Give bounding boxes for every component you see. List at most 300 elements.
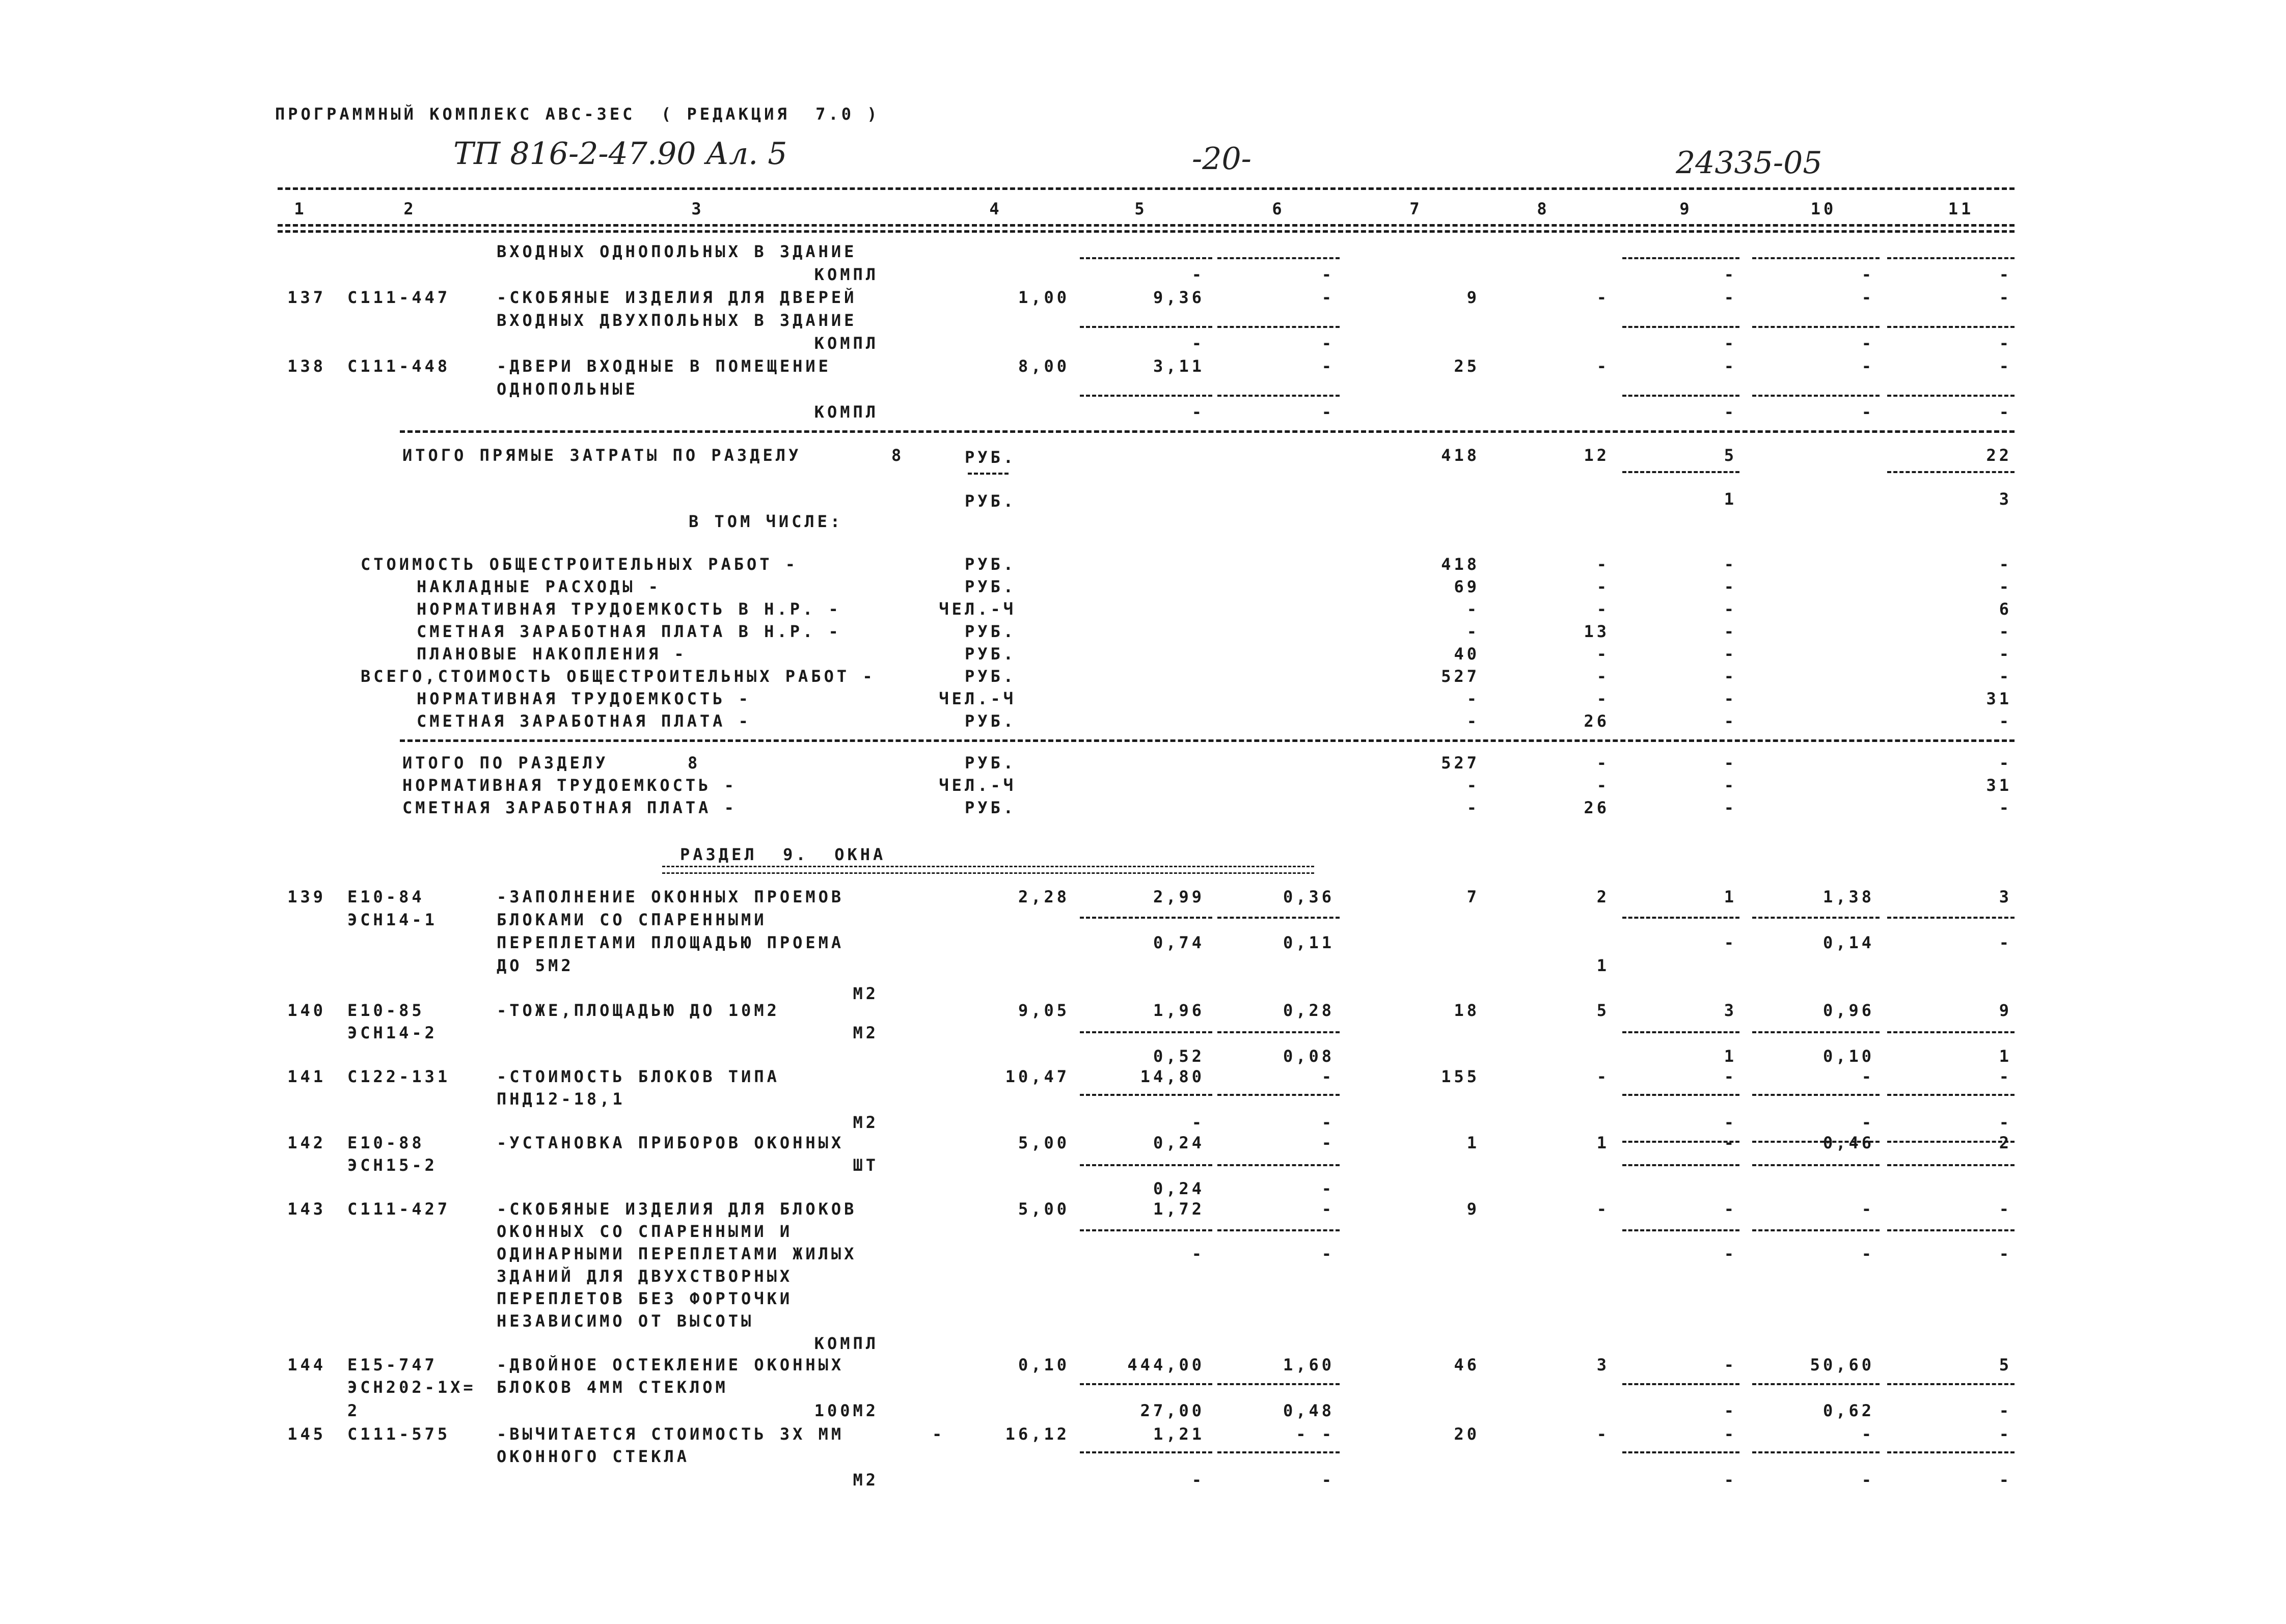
cell-c6: - [1321,1113,1335,1132]
cell-c10: - [1861,288,1874,307]
cell-c8: - [1596,1199,1610,1219]
item-unit: М2 [853,984,879,1003]
cell-c11: - [1999,334,2012,353]
subrow-rule [1217,395,1340,397]
cell-c8: 3 [1596,1355,1610,1374]
breakdown-c8: - [1596,689,1610,708]
item-code: ЭСН15-2 [347,1155,438,1175]
total-direct-c11: 22 [1986,446,2012,465]
total-direct-unit: РУБ. [964,448,1016,467]
breakdown-c11: - [1999,555,2012,574]
item-number: 143 [287,1199,326,1219]
breakdown-c7: 418 [1441,555,1480,574]
subrow-rule [1752,1451,1880,1453]
program-header: ПРОГРАММНЫЙ КОМПЛЕКС АВС-ЗЕС ( РЕДАКЦИЯ 7.0 ) [275,104,880,124]
breakdown-label: ВСЕГО,СТОИМОСТЬ ОБЩЕСТРОИТЕЛЬНЫХ РАБОТ - [361,667,876,686]
breakdown-unit: РУБ. [964,622,1016,641]
subrow-rule [1622,471,1739,473]
subrow-rule [1887,395,2015,397]
item-description: ВХОДНЫХ ОДНОПОЛЬНЫХ В ЗДАНИЕ [497,242,857,261]
total-direct-c8: 12 [1584,446,1610,465]
cell-c4: 2,28 [1018,887,1070,906]
item-description: -ЗАПОЛНЕНИЕ ОКОННЫХ ПРОЕМОВ [497,887,845,906]
cell-c5: - [1191,334,1205,353]
item-code: С111-447 [347,288,451,307]
subrow-rule [1752,1031,1880,1033]
cell-c5: 3,11 [1153,356,1205,376]
cell-c5: 1,72 [1153,1199,1205,1219]
cell-c10: 50,60 [1810,1355,1874,1374]
section-total-c11: - [1999,753,2012,773]
breakdown-c8: - [1596,599,1610,619]
item-description: ПЕРЕПЛЕТОВ БЕЗ ФОРТОЧКИ [497,1289,793,1308]
cell-c6: - [1321,402,1335,422]
breakdown-c11: - [1999,577,2012,596]
cell-c5: 0,74 [1153,933,1205,952]
section-total-label: НОРМАТИВНАЯ ТРУДОЕМКОСТЬ - [402,776,737,795]
subrow-rule [1887,257,2015,259]
breakdown-label: НАКЛАДНЫЕ РАСХОДЫ - [417,577,662,596]
cell-c7: 20 [1454,1424,1480,1444]
item-description: -ДВЕРИ ВХОДНЫЕ В ПОМЕЩЕНИЕ [497,356,831,376]
subrow-rule [1217,1383,1340,1385]
cell-c6: - [1321,1179,1335,1198]
item-number: 137 [287,288,326,307]
cell-c11: - [1999,933,2012,952]
cell-c5: 14,80 [1140,1067,1205,1086]
item-code: ЭСН14-2 [347,1023,438,1042]
cell-c9: - [1724,1244,1737,1263]
subrow-rule [1887,1141,2015,1143]
cell-c11: 2 [1999,1133,2012,1152]
cell-c5: - [1191,1244,1205,1263]
section-rule [400,430,2015,433]
cell-c11: - [1999,265,2012,284]
cell-c7: 1 [1466,1133,1480,1152]
cell-c6: - [1321,334,1335,353]
subrow-rule [1622,1031,1739,1033]
item-unit: ШТ [853,1155,879,1175]
cell-c9: - [1724,933,1737,952]
cell-c10: - [1861,1424,1874,1444]
minus-sign: - [932,1424,945,1444]
cell-c9: - [1724,334,1737,353]
item-unit: КОМПЛ [814,1334,879,1353]
cell-c5: 2,99 [1153,887,1205,906]
subrow-rule [1217,1451,1340,1453]
cell-c9: 3 [1724,1001,1737,1020]
subrow-rule [1752,1229,1880,1231]
subrow-rule [1622,257,1739,259]
breakdown-c7: 40 [1454,644,1480,664]
item-unit: М2 [853,1023,879,1042]
item-description: БЛОКАМИ СО СПАРЕННЫМИ [497,910,767,929]
breakdown-c11: 31 [1986,689,2012,708]
cell-c4: 16,12 [1005,1424,1070,1444]
item-description: -УСТАНОВКА ПРИБОРОВ ОКОННЫХ [497,1133,845,1152]
subrow-rule [1887,1031,2015,1033]
cell-c11: - [1999,1244,2012,1263]
subrow-rule [1217,1094,1340,1096]
section-total-label: ИТОГО ПО РАЗДЕЛУ [402,753,609,773]
cell-c6: 0,36 [1283,887,1335,906]
cell-c4: 8,00 [1018,356,1070,376]
section-total-c7: - [1466,776,1480,795]
cell-c6: - - [1296,1424,1335,1444]
cell-c6: - [1321,1470,1335,1490]
item-description: ОДНОПОЛЬНЫЕ [497,379,638,399]
cell-c6: 0,11 [1283,933,1335,952]
cell-c10: - [1861,356,1874,376]
cell-c6: - [1321,288,1335,307]
cell-c9: - [1724,265,1737,284]
breakdown-label: НОРМАТИВНАЯ ТРУДОЕМКОСТЬ В Н.Р. - [417,599,841,619]
cell-c8: 2 [1596,887,1610,906]
cell-c9: - [1724,356,1737,376]
cell-c11: - [1999,1424,2012,1444]
breakdown-label: СМЕТНАЯ ЗАРАБОТНАЯ ПЛАТА - [417,711,751,731]
subrow-rule [1622,1451,1739,1453]
item-description: ВХОДНЫХ ДВУХПОЛЬНЫХ В ЗДАНИЕ [497,311,857,330]
subrow-rule [1080,395,1212,397]
cell-c10: 0,46 [1822,1133,1874,1152]
subrow-rule [1752,1094,1880,1096]
item-description: БЛОКОВ 4ММ СТЕКЛОМ [497,1378,728,1397]
item-description: -ДВОЙНОЕ ОСТЕКЛЕНИЕ ОКОННЫХ [497,1355,845,1374]
item-code: Е10-85 [347,1001,425,1020]
subrow-rule [1080,257,1212,259]
subrow-rule [1217,326,1340,328]
subrow-rule [1217,1229,1340,1231]
cell-c4: 5,00 [1018,1133,1070,1152]
cell-c10: - [1861,1113,1874,1132]
project-number: 24335-05 [1676,145,1822,181]
cell-c6: - [1321,265,1335,284]
cell-c7: 9 [1466,288,1480,307]
breakdown-c9: - [1724,667,1737,686]
item-code: ЭСН14-1 [347,910,438,929]
column-number: 6 [1272,199,1285,218]
section-total-c9: - [1724,753,1737,773]
item-code: 2 [347,1401,361,1420]
subrow-rule [1080,1094,1212,1096]
subrow-rule [1752,257,1880,259]
total-direct-section: 8 [891,446,905,465]
including-label: В ТОМ ЧИСЛЕ: [689,512,843,531]
section-total-label: СМЕТНАЯ ЗАРАБОТНАЯ ПЛАТА - [402,798,737,817]
cell-c10: - [1861,1244,1874,1263]
item-number: 145 [287,1424,326,1444]
breakdown-unit: РУБ. [964,667,1016,686]
item-unit: М2 [853,1470,879,1490]
subrow-rule [1887,326,2015,328]
item-description: -ВЫЧИТАЕТСЯ СТОИМОСТЬ 3Х ММ [497,1424,845,1444]
section-total-c8: 26 [1584,798,1610,817]
item-code: С111-427 [347,1199,451,1219]
column-number: 3 [691,199,704,218]
column-number: 9 [1679,199,1693,218]
total-direct-c7: 418 [1441,446,1480,465]
cell-c11: - [1999,1067,2012,1086]
subrow-rule [1887,1094,2015,1096]
cell-c10: 0,10 [1822,1047,1874,1066]
cell-c6: 0,08 [1283,1047,1335,1066]
item-code: Е15-747 [347,1355,438,1374]
item-number: 142 [287,1133,326,1152]
cell-c11: - [1999,1113,2012,1132]
item-description: -СТОИМОСТЬ БЛОКОВ ТИПА [497,1067,780,1086]
breakdown-c8: 26 [1584,711,1610,731]
section-total-c11: - [1999,798,2012,817]
cell-c9: - [1724,1401,1737,1420]
breakdown-unit: ЧЕЛ.-Ч [939,599,1016,619]
header-rule-bottom2 [278,230,2015,233]
cell-c10: - [1861,334,1874,353]
breakdown-unit: РУБ. [964,555,1016,574]
total-direct-c9: 5 [1724,446,1737,465]
subrow-rule [1752,326,1880,328]
subrow-rule [1622,1164,1739,1166]
breakdown-c7: - [1466,711,1480,731]
cell-c5: 1,21 [1153,1424,1205,1444]
cell-c7: 18 [1454,1001,1480,1020]
breakdown-c9: - [1724,555,1737,574]
cell-c5: 0,52 [1153,1047,1205,1066]
cell-c6: - [1321,1133,1335,1152]
subrow-rule [1887,1451,2015,1453]
breakdown-c7: - [1466,599,1480,619]
cell-c6: - [1321,356,1335,376]
cell-c4: 1,00 [1018,288,1070,307]
cell-c5: - [1191,1113,1205,1132]
item-unit: М2 [853,1113,879,1132]
cell-c10: - [1861,1067,1874,1086]
section-total-c7: 527 [1441,753,1480,773]
cell-c4: 10,47 [1005,1067,1070,1086]
item-code: С111-448 [347,356,451,376]
subrow-rule [1887,471,2015,473]
subrow-rule [1080,1451,1212,1453]
subrow-rule [1080,1031,1212,1033]
section-total-unit: РУБ. [964,753,1016,773]
subrow-rule [1622,1383,1739,1385]
breakdown-c9: - [1724,711,1737,731]
cell-c6: - [1321,1067,1335,1086]
cell-c10: - [1861,402,1874,422]
cell-c11: - [1999,1401,2012,1420]
item-code: Е10-84 [347,887,425,906]
item-description: ПНД12-18,1 [497,1089,625,1109]
breakdown-unit: ЧЕЛ.-Ч [939,689,1016,708]
subrow-rule [1080,326,1212,328]
item-unit: 100М2 [814,1401,879,1420]
cell-c10: 1,38 [1822,887,1874,906]
subrow-rule [1080,1229,1212,1231]
item-description: ЗДАНИЙ ДЛЯ ДВУХСТВОРНЫХ [497,1267,793,1286]
section-total-c11: 31 [1986,776,2012,795]
section-total-c7: - [1466,798,1480,817]
item-code: С111-575 [347,1424,451,1444]
subrow-rule [1752,1141,1880,1143]
cell-c6: 1,60 [1283,1355,1335,1374]
cell-c7: 7 [1466,887,1480,906]
item-description: ДО 5М2 [497,956,574,975]
cell-c10: 0,14 [1822,933,1874,952]
item-description: ОКОННОГО СТЕКЛА [497,1447,690,1466]
cell-c10: 0,96 [1822,1001,1874,1020]
breakdown-c9: - [1724,689,1737,708]
subrow-rule [1080,917,1212,919]
breakdown-label: НОРМАТИВНАЯ ТРУДОЕМКОСТЬ - [417,689,751,708]
cell-c11: 3 [1999,887,2012,906]
subrow-rule [1622,1141,1739,1143]
subrow-rule [1622,1094,1739,1096]
document-code: ТП 816-2-47.90 Ал. 5 [453,136,787,172]
cell-c9: - [1724,1067,1737,1086]
total-direct2-c11: 3 [1999,489,2012,509]
breakdown-unit: РУБ. [964,711,1016,731]
item-unit: КОМПЛ [814,402,879,422]
breakdown-c11: - [1999,711,2012,731]
column-number: 1 [294,199,307,218]
subrow-rule [1887,917,2015,919]
breakdown-c7: 69 [1454,577,1480,596]
cell-c9: - [1724,1355,1737,1374]
item-number: 138 [287,356,326,376]
subrow-rule [1752,1383,1880,1385]
cell-c9: - [1724,1133,1737,1152]
cell-c6: 0,48 [1283,1401,1335,1420]
subrow-rule [1217,257,1340,259]
item-unit: КОМПЛ [814,265,879,284]
item-number: 140 [287,1001,326,1020]
total-direct-unit2: РУБ. [964,491,1016,511]
cell-c9: - [1724,1424,1737,1444]
cell-c7: 9 [1466,1199,1480,1219]
cell-c9: - [1724,1199,1737,1219]
breakdown-c9: - [1724,577,1737,596]
cell-c11: - [1999,288,2012,307]
breakdown-c9: - [1724,644,1737,664]
column-number: 10 [1810,199,1837,218]
cell-c9: - [1724,1113,1737,1132]
section-title: РАЗДЕЛ 9. ОКНА [680,845,886,864]
cell-c9: - [1724,288,1737,307]
cell-c6: - [1321,1199,1335,1219]
subrow-rule [1752,917,1880,919]
cell-c5: - [1191,1470,1205,1490]
item-description: -ТОЖЕ,ПЛОЩАДЬЮ ДО 10М2 [497,1001,780,1020]
section-total-c9: - [1724,798,1737,817]
cell-c5: - [1191,265,1205,284]
breakdown-c11: - [1999,667,2012,686]
unit-rule [968,473,1009,475]
column-number: 2 [403,199,417,218]
breakdown-c9: - [1724,622,1737,641]
section-total-c9: - [1724,776,1737,795]
item-code: ЭСН202-1Х= [347,1378,476,1397]
section-total-c8: - [1596,753,1610,773]
cell-c5: 1,96 [1153,1001,1205,1020]
subrow-rule [1752,395,1880,397]
subrow-rule [1887,1383,2015,1385]
cell-c10: 0,62 [1822,1401,1874,1420]
breakdown-c7: - [1466,689,1480,708]
subrow-rule [1217,1031,1340,1033]
cell-c8: - [1596,1424,1610,1444]
item-description: ОКОННЫХ СО СПАРЕННЫМИ И [497,1222,793,1241]
breakdown-c8: - [1596,667,1610,686]
cell-c5: 27,00 [1140,1401,1205,1420]
cell-c9: - [1724,1470,1737,1490]
breakdown-c9: - [1724,599,1737,619]
breakdown-unit: РУБ. [964,644,1016,664]
cell-c8: 1 [1596,956,1610,975]
cell-c5: 9,36 [1153,288,1205,307]
breakdown-label: СМЕТНАЯ ЗАРАБОТНАЯ ПЛАТА В Н.Р. - [417,622,841,641]
breakdown-c11: 6 [1999,599,2012,619]
cell-c6: - [1321,1244,1335,1263]
cell-c8: 1 [1596,1133,1610,1152]
item-number: 144 [287,1355,326,1374]
item-number: 141 [287,1067,326,1086]
breakdown-c11: - [1999,622,2012,641]
cell-c11: 5 [1999,1355,2012,1374]
cell-c10: - [1861,1199,1874,1219]
subrow-rule [1622,917,1739,919]
cell-c10: - [1861,265,1874,284]
cell-c10: - [1861,1470,1874,1490]
cell-c4: 5,00 [1018,1199,1070,1219]
cell-c7: 25 [1454,356,1480,376]
cell-c8: - [1596,288,1610,307]
subrow-rule [1752,1164,1880,1166]
cell-c11: 1 [1999,1047,2012,1066]
item-code: С122-131 [347,1067,451,1086]
cell-c8: - [1596,356,1610,376]
section-rule [400,739,2015,742]
column-number: 5 [1134,199,1148,218]
breakdown-c8: 13 [1584,622,1610,641]
item-description: НЕЗАВИСИМО ОТ ВЫСОТЫ [497,1311,754,1331]
item-description: -СКОБЯНЫЕ ИЗДЕЛИЯ ДЛЯ БЛОКОВ [497,1199,857,1219]
subrow-rule [1887,1229,2015,1231]
column-number: 7 [1409,199,1423,218]
subrow-rule [1080,1383,1212,1385]
breakdown-c8: - [1596,577,1610,596]
column-number: 11 [1948,199,1974,218]
breakdown-label: СТОИМОСТЬ ОБЩЕСТРОИТЕЛЬНЫХ РАБОТ - [361,555,799,574]
breakdown-label: ПЛАНОВЫЕ НАКОПЛЕНИЯ - [417,644,687,664]
cell-c11: - [1999,1199,2012,1219]
header-rule-bottom [278,224,2015,227]
subrow-rule [1887,1164,2015,1166]
cell-c5: 444,00 [1127,1355,1205,1374]
breakdown-c8: - [1596,644,1610,664]
item-unit: КОМПЛ [814,334,879,353]
section-total-number: 8 [688,753,701,773]
breakdown-unit: РУБ. [964,577,1016,596]
cell-c8: 5 [1596,1001,1610,1020]
subrow-rule [1622,326,1739,328]
cell-c8: - [1596,1067,1610,1086]
cell-c11: - [1999,356,2012,376]
subrow-rule [1080,1164,1212,1166]
cell-c11: - [1999,1470,2012,1490]
header-rule-top [278,187,2015,190]
cell-c6: 0,28 [1283,1001,1335,1020]
item-description: ОДИНАРНЫМИ ПЕРЕПЛЕТАМИ ЖИЛЫХ [497,1244,857,1263]
